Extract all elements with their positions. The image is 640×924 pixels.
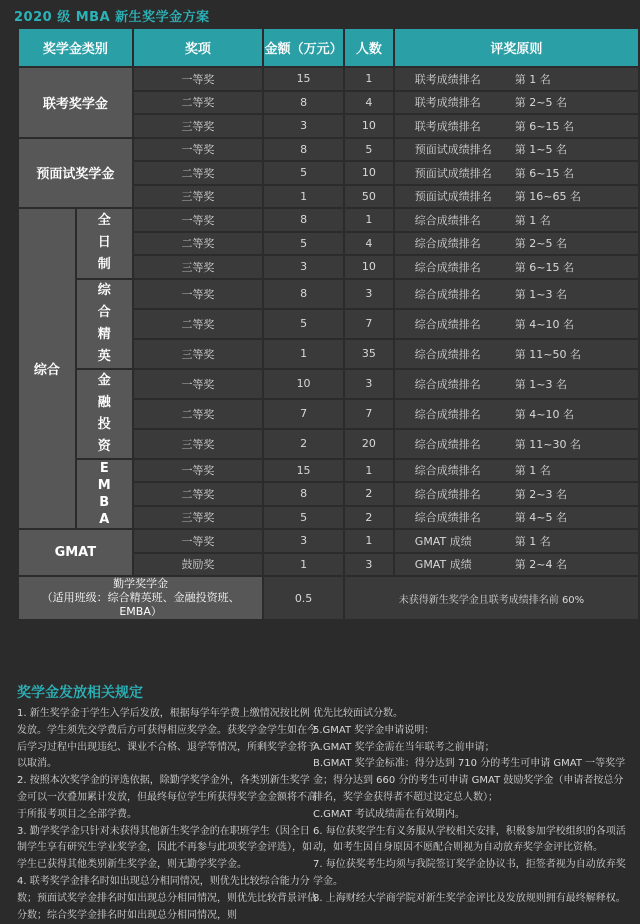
rule-paragraph: 优先比较面试分数。 (313, 708, 403, 719)
count-cell: 5 (345, 139, 393, 161)
rule-cell (395, 92, 638, 114)
subcategory-jinrongtouzi (77, 370, 132, 458)
rule-cell (395, 460, 638, 482)
amount-cell: 1 (264, 554, 343, 576)
rule-text: 综合成绩排名 (414, 377, 481, 391)
count-cell: 1 (345, 209, 393, 231)
amount-cell: 3 (264, 530, 343, 552)
qinxue-rule: 未获得新生奖学金且联考成绩排名前 60% (345, 577, 638, 619)
sub-char: M (97, 477, 111, 493)
sub-char: 金 (97, 372, 111, 388)
amount-cell: 8 (264, 209, 343, 231)
count-cell: 7 (345, 400, 393, 428)
award-cell: 鼓励奖 (134, 554, 263, 576)
rule-cell (395, 507, 638, 529)
amount-cell: 8 (264, 92, 343, 114)
award-cell: 三等奖 (134, 340, 263, 368)
sub-char: 英 (97, 348, 111, 364)
rule-cell (395, 209, 638, 231)
rule-text: 综合成绩排名 (414, 287, 481, 301)
count-cell: 1 (345, 460, 393, 482)
count-cell: 1 (345, 530, 393, 552)
sub-char: 日 (97, 235, 111, 251)
category-gmat: GMAT (19, 530, 132, 575)
sub-char: A (99, 511, 110, 527)
sub-char: 精 (97, 326, 111, 342)
rank-text: 第 1 名 (514, 464, 551, 478)
rank-text: 第 11~30 名 (514, 437, 582, 451)
amount-cell: 10 (264, 370, 343, 398)
sub-char: 制 (97, 257, 111, 273)
rule-text: 综合成绩排名 (414, 464, 481, 478)
amount-cell: 8 (264, 483, 343, 505)
rule-text: 预面试成绩排名 (414, 166, 492, 180)
header-category: 奖学金类别 (19, 29, 132, 66)
amount-cell: 5 (264, 233, 343, 255)
table-row (19, 577, 638, 619)
count-cell: 20 (345, 430, 393, 458)
rule-text: 综合成绩排名 (414, 213, 481, 227)
category-qinxue (19, 577, 262, 619)
sub-char: B (99, 494, 110, 510)
rule-paragraph: A.GMAT 奖学金需在当年联考之前申请； (313, 741, 495, 753)
rule-text: 联考成绩排名 (414, 119, 481, 133)
award-cell: 二等奖 (134, 400, 263, 428)
award-cell: 一等奖 (134, 280, 263, 308)
rule-cell (395, 68, 638, 90)
rank-text: 第 4~5 名 (514, 511, 568, 525)
subcategory-emba (77, 460, 132, 529)
award-cell: 二等奖 (134, 310, 263, 338)
award-cell: 二等奖 (134, 483, 263, 505)
category-zonghe: 综合 (19, 209, 75, 528)
rules-right-column (313, 706, 631, 908)
rank-text: 第 2~5 名 (514, 237, 568, 251)
rank-text: 第 1 名 (514, 72, 551, 86)
rule-text: GMAT 成绩 (414, 534, 472, 548)
rule-text: 综合成绩排名 (414, 260, 481, 274)
amount-cell: 8 (264, 280, 343, 308)
award-cell: 三等奖 (134, 115, 263, 137)
rank-text: 第 2~5 名 (514, 96, 568, 110)
rule-cell (395, 554, 638, 576)
award-cell: 三等奖 (134, 430, 263, 458)
award-cell: 一等奖 (134, 139, 263, 161)
category-yumianshi: 预面试奖学金 (19, 139, 132, 208)
rank-text: 第 16~65 名 (514, 190, 582, 204)
header-count: 人数 (345, 29, 393, 66)
amount-cell: 5 (264, 162, 343, 184)
subcategory-zonghejingying (77, 280, 132, 368)
qinxue-scope-2: EMBA） (119, 605, 162, 618)
count-cell: 4 (345, 92, 393, 114)
rule-cell (395, 370, 638, 398)
rule-text: 预面试成绩排名 (414, 190, 492, 204)
subcategory-quanrizhi (77, 209, 132, 278)
rule-cell (395, 310, 638, 338)
rule-paragraph: 5.GMAT 奖学金申请说明： (313, 724, 435, 736)
award-cell: 三等奖 (134, 256, 263, 278)
sub-char: 融 (97, 394, 111, 410)
sub-char: E (99, 460, 109, 476)
rank-text: 第 11~50 名 (514, 347, 582, 361)
rule-cell (395, 530, 638, 552)
sub-char: 全 (97, 213, 111, 229)
rule-text: 综合成绩排名 (414, 237, 481, 251)
award-cell: 一等奖 (134, 460, 263, 482)
table-header-row (19, 29, 638, 66)
rule-text: 联考成绩排名 (414, 96, 481, 110)
rule-cell (395, 280, 638, 308)
award-cell: 一等奖 (134, 370, 263, 398)
amount-cell: 3 (264, 256, 343, 278)
rank-text: 第 6~15 名 (514, 119, 575, 133)
sub-char: 合 (97, 304, 111, 320)
rule-cell (395, 430, 638, 458)
sub-char: 资 (97, 438, 111, 454)
amount-cell: 15 (264, 68, 343, 90)
rank-text: 第 4~10 名 (514, 407, 575, 421)
table-row (19, 370, 638, 398)
count-cell: 10 (345, 115, 393, 137)
rule-cell (395, 162, 638, 184)
rank-text: 第 4~10 名 (514, 317, 575, 331)
rule-paragraph: 4. 联考奖学金排名时如出现总分相同情况，则优先比较综合能力分数；预面试奖学金排名时如出现总分相同情况，则优先比较背景评估分数；综合奖学金排名时如出现总分相同情况，则 (17, 875, 317, 921)
amount-cell: 7 (264, 400, 343, 428)
page-title: 2020 级 MBA 新生奖学金方案 (14, 10, 210, 25)
rank-text: 第 1~3 名 (514, 377, 568, 391)
count-cell: 2 (345, 483, 393, 505)
amount-cell: 5 (264, 310, 343, 338)
award-cell: 一等奖 (134, 68, 263, 90)
rank-text: 第 2~4 名 (514, 558, 568, 572)
amount-cell: 1 (264, 340, 343, 368)
rule-text: 综合成绩排名 (414, 317, 481, 331)
count-cell: 3 (345, 280, 393, 308)
count-cell: 35 (345, 340, 393, 368)
rule-paragraph: 2. 按照本次奖学金的评选依据，除勤学奖学金外，各类别新生奖学金可以一次叠加累计发放，但最终每位学生所获得奖学金金额将不高于所报考项目之全部学费。 (17, 775, 317, 820)
rule-cell (395, 483, 638, 505)
rank-text: 第 1 名 (514, 534, 551, 548)
table-row (19, 68, 638, 90)
amount-cell: 2 (264, 430, 343, 458)
rank-text: 第 1 名 (514, 213, 551, 227)
count-cell: 3 (345, 370, 393, 398)
rule-paragraph: 3. 勤学奖学金只针对未获得其他新生奖学金的在职班学生（因全日制学生享有研究生学业奖学金，因此不再参与此项奖学金评选），如学生已获得其他类别新生奖学金，则无勤学奖学金。 (17, 825, 312, 871)
rule-text: 预面试成绩排名 (414, 143, 492, 157)
rank-text: 第 6~15 名 (514, 260, 575, 274)
rule-text: 联考成绩排名 (414, 72, 481, 86)
rule-text: 综合成绩排名 (414, 437, 481, 451)
rule-text: 综合成绩排名 (414, 347, 481, 361)
rule-text: 综合成绩排名 (414, 487, 481, 501)
rule-paragraph: 6. 每位获奖学生有义务服从学校相关安排，积极参加学校组织的各项活动，如考生因自身原因不愿配合则视为自动放弃奖学金评比资格。 (313, 825, 626, 854)
rules-left-column (17, 706, 317, 924)
table-row (19, 280, 638, 308)
header-rule: 评奖原则 (395, 29, 638, 66)
scholarship-table (17, 27, 640, 621)
amount-cell: 3 (264, 115, 343, 137)
table-row (19, 209, 638, 231)
header-amount: 金额（万元） (264, 29, 343, 66)
award-cell: 三等奖 (134, 507, 263, 529)
rank-text: 第 1~3 名 (514, 287, 568, 301)
award-cell: 二等奖 (134, 233, 263, 255)
rule-paragraph: B.GMAT 奖学金标准：得分达到 710 分的考生可申请 GMAT 一等奖学金；得分达到 660 分的考生可申请 GMAT 鼓励奖学金（申请者按总分排名，奖学金获得者不超过设定总人数）； (313, 758, 626, 803)
rule-cell (395, 139, 638, 161)
rule-paragraph: 8. 上海财经大学商学院对新生奖学金评比及发放规则拥有最终解释权。 (313, 892, 626, 904)
rule-text: GMAT 成绩 (414, 558, 472, 572)
rule-cell (395, 186, 638, 208)
rank-text: 第 2~3 名 (514, 487, 568, 501)
rule-cell (395, 115, 638, 137)
sub-char: 投 (97, 416, 111, 432)
award-cell: 一等奖 (134, 530, 263, 552)
amount-cell: 8 (264, 139, 343, 161)
rule-paragraph: 1. 新生奖学金于学生入学后发放，根据每学年学费上缴情况按比例发放。学生须先交学费后方可获得相应奖学金。获奖学金学生如在今后学习过程中出现违纪、课业不合格、退学等情况，所剩奖学金将予以取消。 (17, 708, 317, 770)
count-cell: 10 (345, 162, 393, 184)
rule-text: 综合成绩排名 (414, 511, 481, 525)
rule-paragraph: 7. 每位获奖考生均须与我院签订奖学金协议书，拒签者视为自动放弃奖学金。 (313, 859, 626, 887)
count-cell: 1 (345, 68, 393, 90)
qinxue-scope: （适用班级：综合精英班、金融投资班、 (41, 591, 240, 604)
rule-cell (395, 400, 638, 428)
qinxue-title: 勤学奖学金 (113, 577, 169, 590)
count-cell: 4 (345, 233, 393, 255)
rules-title: 奖学金发放相关规定 (17, 685, 143, 701)
award-cell: 一等奖 (134, 209, 263, 231)
rule-paragraph: C.GMAT 考试成绩需在有效期内。 (313, 808, 465, 820)
rule-cell (395, 340, 638, 368)
table-row (19, 530, 638, 552)
count-cell: 2 (345, 507, 393, 529)
rule-text: 综合成绩排名 (414, 407, 481, 421)
count-cell: 3 (345, 554, 393, 576)
count-cell: 7 (345, 310, 393, 338)
table-row (19, 460, 638, 482)
header-award: 奖项 (134, 29, 263, 66)
rank-text: 第 6~15 名 (514, 166, 575, 180)
award-cell: 三等奖 (134, 186, 263, 208)
amount-cell: 15 (264, 460, 343, 482)
table-row (19, 139, 638, 161)
count-cell: 10 (345, 256, 393, 278)
rule-cell (395, 233, 638, 255)
rule-cell (395, 256, 638, 278)
sub-char: 综 (97, 282, 111, 298)
award-cell: 二等奖 (134, 92, 263, 114)
amount-cell: 5 (264, 507, 343, 529)
amount-cell: 1 (264, 186, 343, 208)
rank-text: 第 1~5 名 (514, 143, 568, 157)
award-cell: 二等奖 (134, 162, 263, 184)
amount-cell: 0.5 (264, 577, 343, 619)
category-liankao: 联考奖学金 (19, 68, 132, 137)
count-cell: 50 (345, 186, 393, 208)
